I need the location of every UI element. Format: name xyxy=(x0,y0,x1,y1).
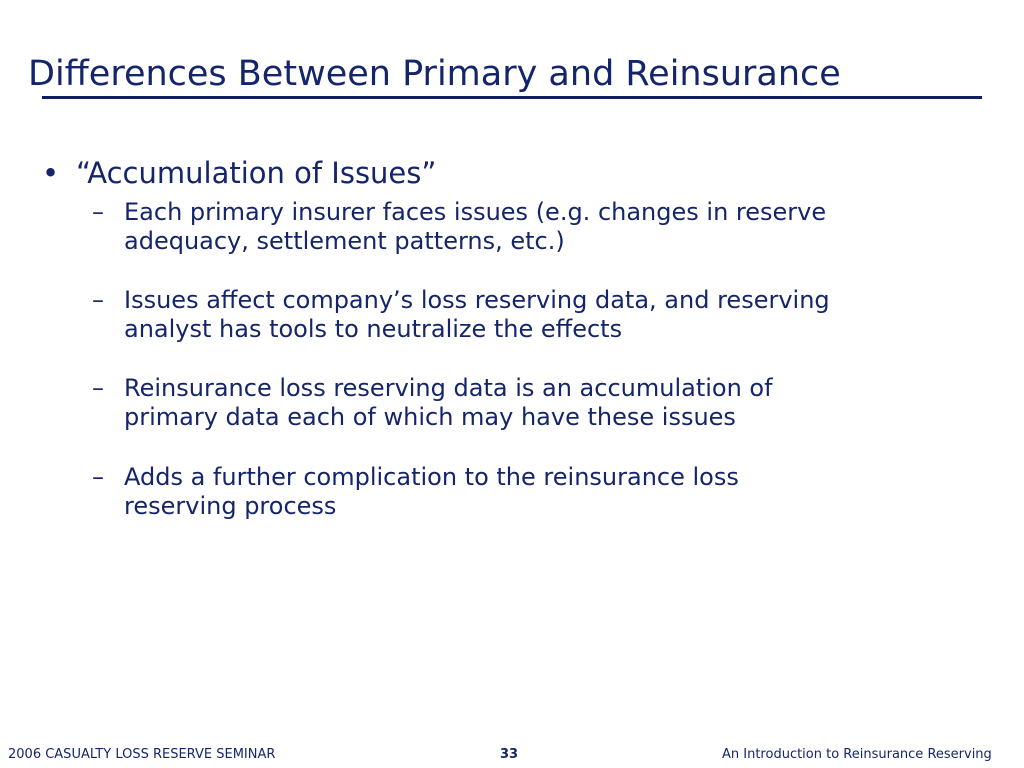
sub-bullet-line: analyst has tools to neutralize the effects xyxy=(124,315,623,343)
sub-bullet-line: primary data each of which may have these issues xyxy=(124,403,736,431)
footer-seminar-name: 2006 CASUALTY LOSS RESERVE SEMINAR xyxy=(8,747,276,762)
sub-bullet-text xyxy=(124,374,773,432)
sub-bullet-4 xyxy=(92,463,982,521)
bullet-marker: • xyxy=(42,156,60,190)
sub-bullet-line: Reinsurance loss reserving data is an accumulation of xyxy=(124,374,773,402)
dash-marker: – xyxy=(92,198,104,226)
sub-bullet-line: Issues affect company’s loss reserving data, and reserving xyxy=(124,286,830,314)
sub-bullet-text xyxy=(124,463,739,521)
sub-bullet-line: Adds a further complication to the reinsurance loss xyxy=(124,463,739,491)
sub-bullet-line: adequacy, settlement patterns, etc.) xyxy=(124,227,565,255)
title-underline xyxy=(42,96,982,99)
footer-page-number: 33 xyxy=(500,747,519,762)
sub-bullet-line: Each primary insurer faces issues (e.g. changes in reserve xyxy=(124,198,827,226)
footer-presentation-title: An Introduction to Reinsurance Reserving xyxy=(722,747,992,762)
sub-bullet-line: reserving process xyxy=(124,492,337,520)
sub-bullet-3 xyxy=(92,374,982,432)
main-bullet xyxy=(42,154,972,192)
sub-bullet-1 xyxy=(92,198,982,256)
sub-bullet-2 xyxy=(92,286,982,344)
dash-marker: – xyxy=(92,286,104,314)
sub-bullet-text xyxy=(124,198,826,256)
dash-marker: – xyxy=(92,463,104,491)
sub-bullet-text xyxy=(124,286,830,344)
dash-marker: – xyxy=(92,374,104,402)
slide-title: Differences Between Primary and Reinsurance xyxy=(28,54,841,94)
main-bullet-text: “Accumulation of Issues” xyxy=(76,156,437,190)
